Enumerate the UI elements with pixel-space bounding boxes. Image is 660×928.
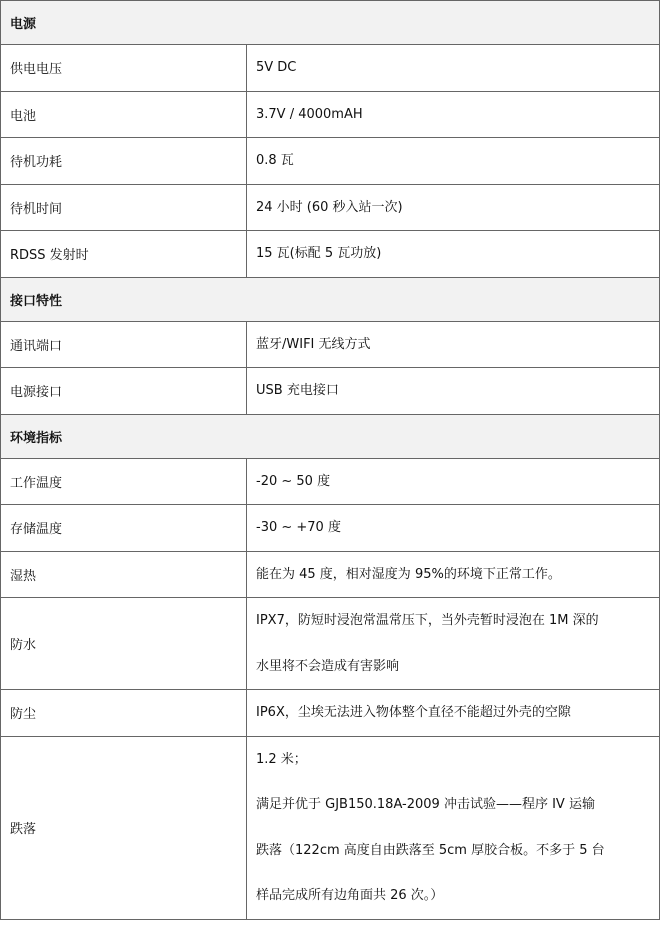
spec-value-line: -20 ~ 50 度 xyxy=(256,473,331,489)
spec-value-line: USB 充电接口 xyxy=(256,383,339,398)
spec-label: 通讯端口 xyxy=(1,321,247,368)
spec-row xyxy=(1,321,660,368)
spec-label: 工作温度 xyxy=(1,458,247,505)
spec-label: 防水 xyxy=(1,598,247,690)
spec-value xyxy=(247,321,660,368)
spec-row xyxy=(1,736,660,919)
spec-label: RDSS 发射时 xyxy=(1,231,247,278)
spec-value xyxy=(247,91,660,138)
spec-row xyxy=(1,91,660,138)
section-header-environment xyxy=(1,414,660,458)
spec-label: 待机时间 xyxy=(1,184,247,231)
spec-value-line: 15 瓦(标配 5 瓦功放) xyxy=(256,246,382,261)
spec-label: 跌落 xyxy=(1,736,247,919)
spec-label: 电源接口 xyxy=(1,368,247,415)
spec-value-line: 跌落（122cm 高度自由跌落至 5cm 厚胶合板。不多于 5 台 xyxy=(256,842,605,858)
spec-row xyxy=(1,184,660,231)
spec-value-line: 蓝牙/WIFI 无线方式 xyxy=(256,336,371,352)
spec-value-line: 满足并优于 GJB150.18A-2009 冲击试验——程序 IV 运输 xyxy=(256,797,595,812)
spec-row xyxy=(1,598,660,690)
spec-label: 湿热 xyxy=(1,551,247,598)
spec-value-line: 3.7V / 4000mAH xyxy=(256,106,363,122)
spec-value xyxy=(247,505,660,552)
spec-value-line: IPX7，防短时浸泡常温常压下，当外壳暂时浸泡在 1M 深的 xyxy=(256,613,599,628)
spec-value-line: -30 ~ +70 度 xyxy=(256,520,341,535)
spec-value xyxy=(247,138,660,185)
spec-value-line: 1.2 米； xyxy=(256,751,307,767)
spec-value xyxy=(247,690,660,737)
spec-row xyxy=(1,551,660,598)
spec-value-line: 0.8 瓦 xyxy=(256,153,294,168)
section-header-power xyxy=(1,1,660,45)
spec-value xyxy=(247,736,660,919)
spec-row xyxy=(1,458,660,505)
spec-value xyxy=(247,184,660,231)
spec-value xyxy=(247,231,660,278)
spec-value xyxy=(247,551,660,598)
spec-value xyxy=(247,45,660,92)
spec-label: 供电电压 xyxy=(1,45,247,92)
spec-row xyxy=(1,505,660,552)
section-title: 环境指标 xyxy=(1,414,660,458)
spec-label: 电池 xyxy=(1,91,247,138)
spec-value xyxy=(247,458,660,505)
spec-label: 存储温度 xyxy=(1,505,247,552)
spec-value-line: 水里将不会造成有害影响 xyxy=(256,658,400,674)
spec-label: 待机功耗 xyxy=(1,138,247,185)
section-title: 电源 xyxy=(1,1,660,45)
spec-value-line: 24 小时 (60 秒入站一次) xyxy=(256,199,403,215)
spec-value-line: 5V DC xyxy=(256,60,297,75)
spec-value-line: 能在为 45 度，相对湿度为 95%的环境下正常工作。 xyxy=(256,566,561,582)
spec-row xyxy=(1,138,660,185)
spec-row xyxy=(1,690,660,737)
spec-value xyxy=(247,368,660,415)
spec-value-line: 样品完成所有边角面共 26 次。） xyxy=(256,888,444,903)
spec-row xyxy=(1,368,660,415)
spec-value xyxy=(247,598,660,690)
section-header-interface xyxy=(1,277,660,321)
spec-row xyxy=(1,231,660,278)
spec-value-line: IP6X，尘埃无法进入物体整个直径不能超过外壳的空隙 xyxy=(256,705,571,720)
section-title: 接口特性 xyxy=(1,277,660,321)
spec-row xyxy=(1,45,660,92)
spec-label: 防尘 xyxy=(1,690,247,737)
